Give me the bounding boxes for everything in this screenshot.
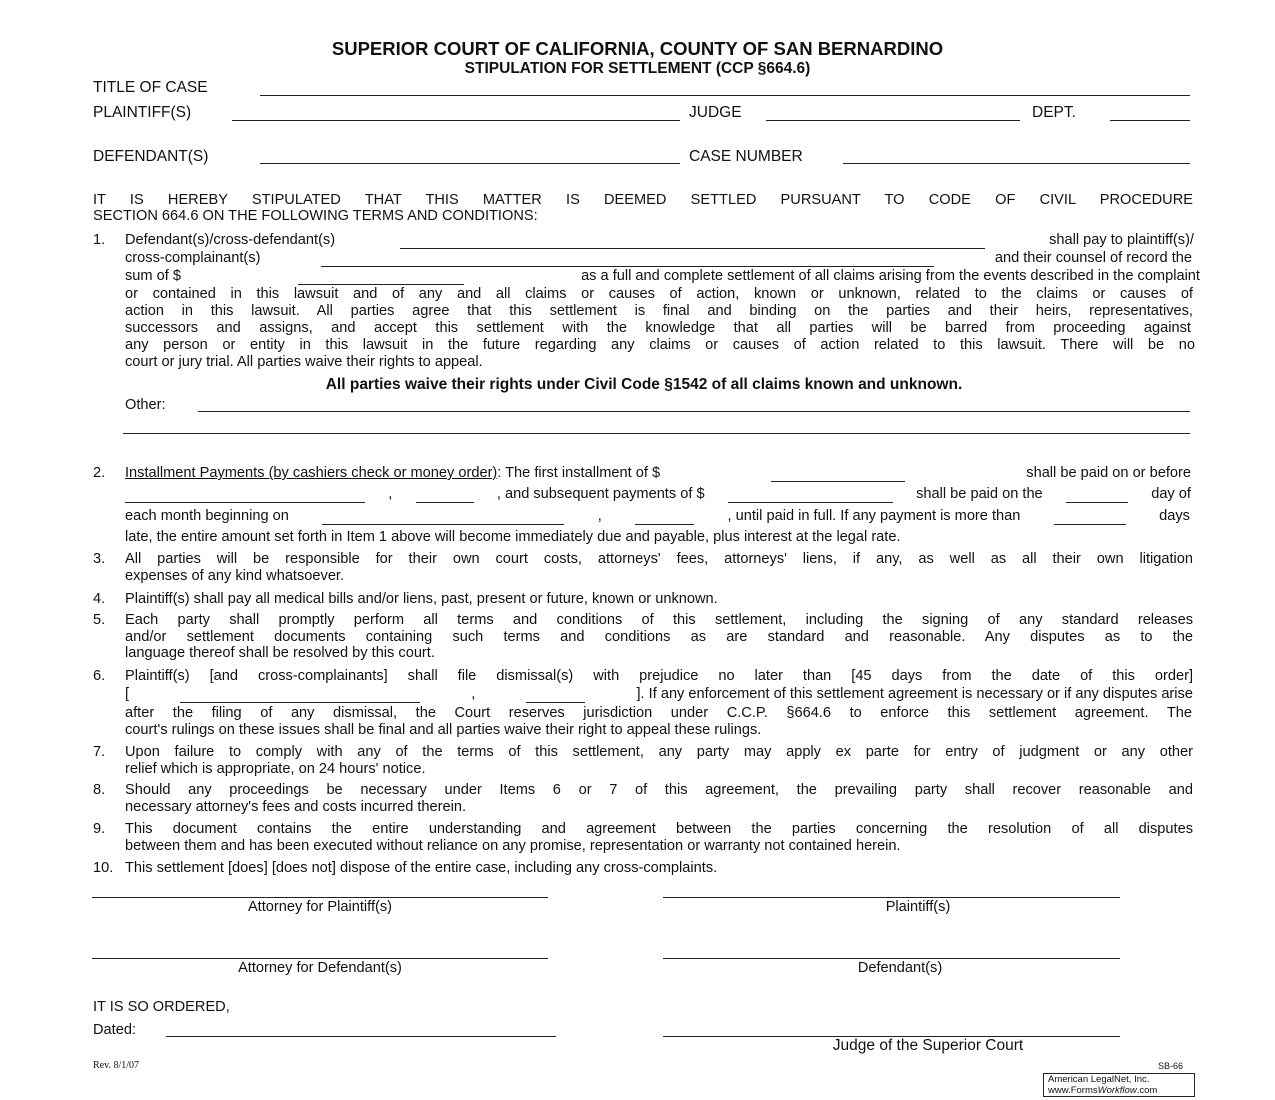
judge-label: JUDGE (689, 104, 742, 121)
text: shall be paid on the (916, 486, 1043, 502)
item2-line (125, 486, 1191, 503)
other-field[interactable] (198, 411, 1190, 412)
item6-line (125, 686, 1193, 703)
title-of-case-label: TITLE OF CASE (93, 79, 208, 96)
revision-date: Rev. 8/1/07 (93, 1060, 140, 1071)
dismissal-date-field[interactable] (180, 689, 420, 703)
item8-line: Should any proceedings be necessary under Items 6 or 7 of this agreement, the prevailing party shall recover reasonable and (125, 782, 1193, 798)
judge-field[interactable] (766, 120, 1020, 121)
title-of-case-field[interactable] (260, 95, 1190, 96)
item4-line: Plaintiff(s) shall pay all medical bills and/or liens, past, present or future, known or unknown. (125, 591, 718, 607)
item10-line: This settlement [does] [does not] dispose of the entire case, including any cross-complaints. (125, 860, 718, 876)
civil-code-1542-waiver: All parties waive their rights under Civil Code §1542 of all claims known and unknown. (325, 376, 963, 393)
item7-line: Upon failure to comply with any of the terms of this settlement, any party may apply ex parte for entry of judgment or any other (125, 744, 1193, 760)
item5-line: Each party shall promptly perform all terms and conditions of this settlement, including the signing of any standard releases (125, 612, 1193, 628)
item1-line: action in this lawsuit. All parties agree that this settlement is final and binding on the parties and their heirs, representatives, (125, 303, 1193, 319)
installment-heading: Installment Payments (by cashiers check or money order) (125, 465, 498, 481)
dismissal-year-field[interactable] (526, 689, 585, 703)
defendant-name-field[interactable] (400, 235, 985, 249)
text: : The first installment of $ (497, 465, 661, 481)
text: [ (125, 686, 130, 702)
vendor-name: American LegalNet, Inc. (1048, 1074, 1150, 1085)
item-number: 3. (93, 551, 106, 567)
beginning-date-field[interactable] (322, 511, 564, 525)
item-number: 4. (93, 591, 106, 607)
plaintiff-signature-line[interactable] (663, 897, 1120, 898)
item-number: 6. (93, 668, 106, 684)
item9-line: between them and has been executed without reliance on any promise, representation or warranty not contained herein. (125, 838, 901, 854)
defendants-label: DEFENDANT(S) (93, 148, 209, 165)
subsequent-amount-field[interactable] (728, 489, 893, 503)
item9-line: This document contains the entire understanding and agreement between the parties concerning the resolution of all disputes (125, 821, 1193, 837)
text: shall pay to plaintiff(s)/ (1049, 232, 1194, 248)
item1-line (125, 250, 1192, 267)
item3-line: expenses of any kind whatsoever. (125, 568, 345, 584)
dept-label: DEPT. (1032, 104, 1076, 121)
court-name: SUPERIOR COURT OF CALIFORNIA, COUNTY OF SAN BERNARDINO (331, 38, 944, 59)
item-number: 9. (93, 821, 106, 837)
attorney-plaintiff-label: Attorney for Plaintiff(s) (247, 899, 393, 915)
item2-line: late, the entire amount set forth in Item 1 above will become immediately due and payable, plus interest at the legal rate. (125, 529, 901, 545)
attorney-defendant-label: Attorney for Defendant(s) (238, 960, 402, 976)
judge-label: Judge of the Superior Court (832, 1037, 1024, 1054)
item6-line: after the filing of any dismissal, the Court reserves jurisdiction under C.C.P. §664.6 to enforce this settlement agreement. The (125, 705, 1192, 721)
text: day of (1151, 486, 1191, 502)
text: days (1159, 508, 1190, 524)
intro-line: SECTION 664.6 ON THE FOLLOWING TERMS AND CONDITIONS: (93, 208, 538, 224)
plaintiffs-label: PLAINTIFF(S) (93, 104, 192, 121)
intro-line: IT IS HEREBY STIPULATED THAT THIS MATTER IS DEEMED SETTLED PURSUANT TO CODE OF CIVIL PROCEDURE (93, 192, 1193, 208)
item-number: 10. (93, 860, 114, 876)
text: as a full and complete settlement of all claims arising from the events described in the complaint (581, 268, 1200, 284)
item-number: 1. (93, 232, 106, 248)
beginning-year-field[interactable] (635, 511, 694, 525)
item7-line: relief which is appropriate, on 24 hours' notice. (125, 761, 426, 777)
settlement-amount-field[interactable] (298, 271, 464, 285)
text: and their counsel of record the (994, 250, 1192, 266)
item1-line (125, 232, 1194, 249)
text: Defendant(s)/cross-defendant(s) (125, 232, 336, 248)
item2-line (125, 465, 1191, 482)
text: , and subsequent payments of $ (496, 486, 705, 502)
attorney-plaintiff-signature-line[interactable] (92, 897, 548, 898)
case-number-field[interactable] (843, 163, 1190, 164)
defendants-field[interactable] (260, 163, 680, 164)
item-number: 7. (93, 744, 106, 760)
dated-label: Dated: (93, 1022, 136, 1038)
case-number-label: CASE NUMBER (689, 148, 803, 165)
first-year-field[interactable] (416, 489, 474, 503)
first-date-field[interactable] (125, 489, 365, 503)
text: ]. If any enforcement of this settlement agreement is necessary or if any disputes arise (636, 686, 1193, 702)
first-installment-field[interactable] (771, 468, 905, 482)
defendant-signature-line[interactable] (663, 958, 1120, 959)
item1-line: any person or entity in this lawsuit in the future regarding any claims or causes of action related to this lawsuit. There will be no (125, 337, 1195, 353)
plaintiff-label: Plaintiff(s) (885, 899, 951, 915)
plaintiffs-field[interactable] (232, 120, 680, 121)
item-number: 2. (93, 465, 106, 481)
payment-day-field[interactable] (1066, 489, 1128, 503)
late-days-field[interactable] (1054, 511, 1126, 525)
form-number: SB-66 (1158, 1061, 1184, 1071)
item1-line: successors and assigns, and accept this settlement with the knowledge that all parties will be barred from proceeding against (125, 320, 1191, 336)
item5-line: and/or settlement documents containing such terms and conditions as are standard and reasonable. Any disputes as to the (125, 629, 1193, 645)
so-ordered: IT IS SO ORDERED, (93, 999, 230, 1015)
other-label: Other: (125, 397, 166, 413)
dept-field[interactable] (1110, 120, 1190, 121)
form-title: STIPULATION FOR SETTLEMENT (CCP §664.6) (464, 60, 811, 77)
text: , (471, 686, 476, 702)
text: shall be paid on or before (1026, 465, 1191, 481)
item5-line: language thereof shall be resolved by this court. (125, 645, 435, 661)
vendor-logo (1043, 1073, 1195, 1097)
defendant-label: Defendant(s) (857, 960, 943, 976)
item-number: 5. (93, 612, 106, 628)
other-field-line2[interactable] (123, 433, 1190, 434)
text: sum of $ (125, 268, 181, 284)
item6-line: Plaintiff(s) [and cross-complainants] shall file dismissal(s) with prejudice no later than [45 days from the date of this order] (125, 668, 1193, 684)
item6-line: court's rulings on these issues shall be final and all parties waive their right to appeal these rulings. (125, 722, 762, 738)
item1-line: or contained in this lawsuit and of any and all claims or causes of action, known or unknown, related to the claims or causes of (125, 286, 1193, 302)
item8-line: necessary attorney's fees and costs incurred therein. (125, 799, 467, 815)
item-number: 8. (93, 782, 106, 798)
text: cross-complainant(s) (125, 250, 261, 266)
item2-line (125, 508, 1190, 525)
vendor-url: www.FormsWorkflow.com (1048, 1084, 1158, 1096)
plaintiff-name-field[interactable] (321, 253, 934, 267)
attorney-defendant-signature-line[interactable] (92, 958, 548, 959)
dated-field[interactable] (166, 1036, 556, 1037)
text: , until paid in full. If any payment is more than (727, 508, 1021, 524)
item3-line: All parties will be responsible for their own court costs, attorneys' fees, attorneys' liens, if any, as well as all their own litigation (125, 551, 1193, 567)
item1-line: court or jury trial. All parties waive their rights to appeal. (125, 354, 483, 370)
text: , (597, 508, 602, 524)
item1-line (125, 268, 1200, 285)
text: each month beginning on (125, 508, 289, 524)
text: , (388, 486, 393, 502)
